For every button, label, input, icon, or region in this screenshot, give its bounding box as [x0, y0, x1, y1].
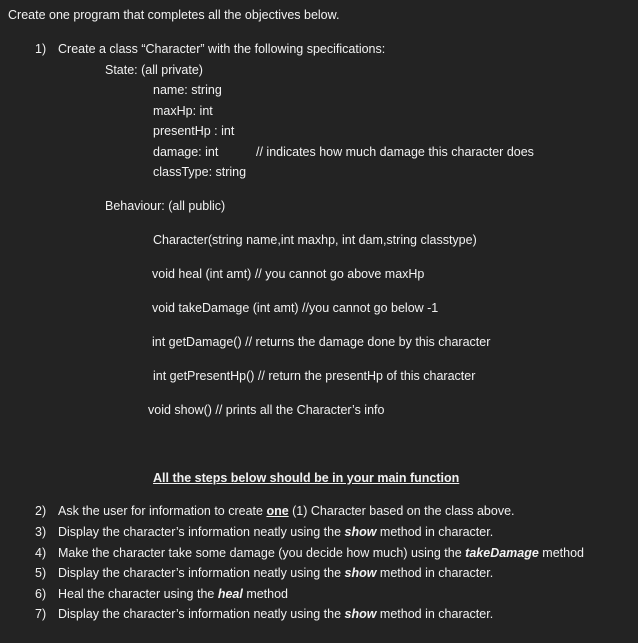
damage-comment: // indicates how much damage this character does — [256, 145, 534, 159]
step-number: 6) — [35, 587, 47, 601]
step-number: 2) — [35, 504, 47, 518]
main-heading: All the steps below should be in your main function — [153, 471, 460, 485]
field-item: name: string — [153, 83, 222, 97]
step-number: 3) — [35, 525, 47, 539]
method-item: void heal (int amt) // you cannot go above maxHp — [152, 267, 425, 281]
step-text: Ask the user for information to create one (1) Character based on the class above. — [58, 504, 515, 518]
step-number: 4) — [35, 546, 47, 560]
field-item: presentHp : int — [153, 124, 235, 138]
method-item: int getDamage() // returns the damage done by this character — [152, 335, 491, 349]
field-item: damage: int — [153, 145, 219, 159]
method-item: void takeDamage (int amt) //you cannot go below -1 — [152, 301, 439, 315]
step-text: Create a class “Character” with the following specifications: — [58, 42, 386, 56]
field-item: classType: string — [153, 165, 247, 179]
step-number: 7) — [35, 607, 47, 621]
page-title: Create one program that completes all the objectives below. — [8, 8, 340, 22]
step-text: Display the character’s information neatly using the show method in character. — [58, 525, 494, 539]
field-item: maxHp: int — [153, 104, 213, 118]
method-item: Character(string name,int maxhp, int dam,string classtype) — [153, 233, 477, 247]
step-text: Display the character’s information neatly using the show method in character. — [58, 566, 494, 580]
method-item: void show() // prints all the Character’s info — [148, 403, 385, 417]
step-text: Display the character’s information neatly using the show method in character. — [58, 607, 494, 621]
state-label: State: (all private) — [105, 63, 203, 77]
method-item: int getPresentHp() // return the presentHp of this character — [153, 369, 476, 383]
step-text: Make the character take some damage (you decide how much) using the takeDamage method — [58, 546, 584, 560]
step-text: Heal the character using the heal method — [58, 587, 289, 601]
behaviour-label: Behaviour: (all public) — [105, 199, 226, 213]
step-number: 5) — [35, 566, 47, 580]
step-number: 1) — [35, 42, 47, 56]
